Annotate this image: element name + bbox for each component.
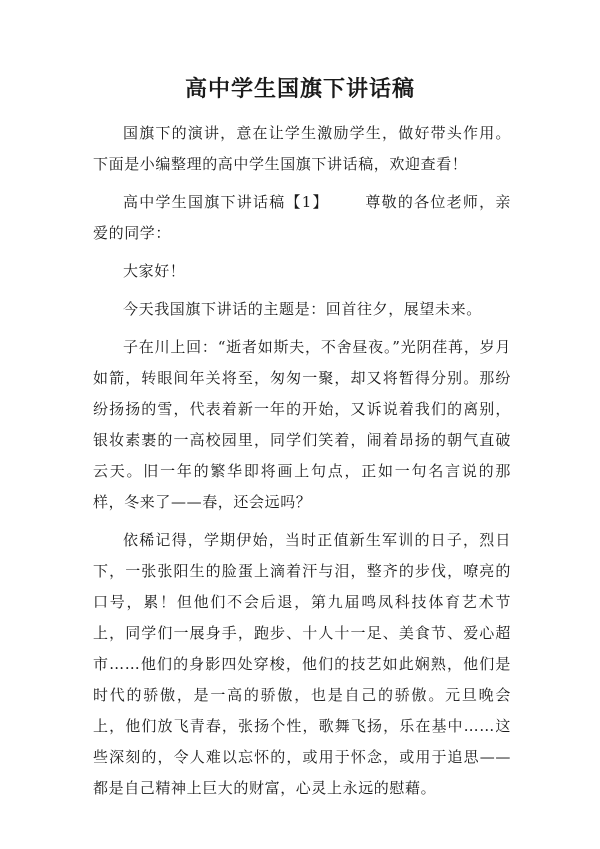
intro-paragraph: 国旗下的演讲，意在让学生激励学生，做好带头作用。下面是小编整理的高中学生国旗下讲话稿，欢迎查看！ xyxy=(93,124,511,173)
salutation: 尊敬的各位老师，亲爱的同学： xyxy=(93,193,511,242)
section-heading: 高中学生国旗下讲话稿【1】 xyxy=(123,193,329,211)
body-paragraph-1: 子在川上回：“逝者如斯夫，不舍昼夜。”光阴荏苒，岁月如箭，转眼间年关将至，匆匆一聚，却又将暂得分别。那纷纷扬扬的雪，代表着新一年的开始，又诉说着我们的离别，银妆素裹的一高校园里，同学们笑着，闹着昂扬的朝气直破云天。旧一年的繁华即将画上句点，正如一句名言说的那样，冬来了——春，还会远吗？ xyxy=(93,338,511,511)
document-body xyxy=(93,118,511,811)
theme-paragraph: 今天我国旗下讲话的主题是：回首往夕，展望未来。 xyxy=(123,300,482,318)
greeting-paragraph: 大家好！ xyxy=(123,262,186,280)
body-paragraph-2: 依稀记得，学期伊始，当时正值新生军训的日子，烈日下，一张张阳生的脸蛋上滴着汗与泪，整齐的步伐，嘹亮的口号，累！但他们不会后退，第九届鸣凤科技体育艺术节上，同学们一展身手，跑步、十人十一足、美食节、爱心超市……他们的身影四处穿梭，他们的技艺如此娴熟，他们是时代的骄傲，是一高的骄傲，也是自己的骄傲。元旦晚会上，他们放飞青春，张扬个性，歌舞飞扬，乐在基中……这些深刻的，令人难以忘怀的，或用于怀念，或用于追思——都是自己精神上巨大的财富，心灵上永远的慰藉。 xyxy=(93,531,511,797)
document-title: 高中学生国旗下讲话稿 xyxy=(184,76,415,102)
section-heading-line xyxy=(93,187,511,249)
